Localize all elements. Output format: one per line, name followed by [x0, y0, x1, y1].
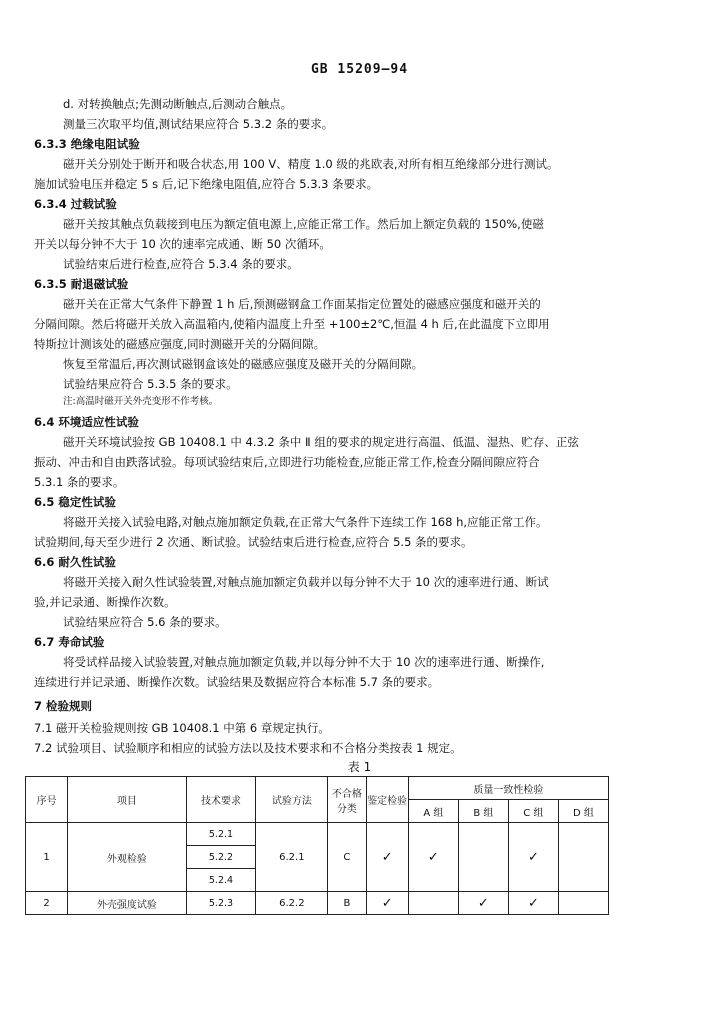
- cell-method: 6.2.1: [256, 823, 328, 892]
- cell-seq: 2: [26, 892, 68, 915]
- text-line: d. 对转换触点;先测动断触点,后测动合触点。: [63, 97, 293, 111]
- header-method: 试验方法: [256, 777, 328, 823]
- check-mark: [558, 892, 608, 915]
- header-appraisal: 鉴定检验: [366, 777, 408, 823]
- table-caption: 表 1: [347, 760, 372, 774]
- text-line: 恢复至常温后,再次测试磁钢盒该处的磁感应强度及磁开关的分隔间隙。: [63, 357, 424, 371]
- section-heading: 6.7 寿命试验: [34, 635, 105, 649]
- cell-item: 外观检验: [68, 823, 186, 892]
- check-mark: [408, 892, 458, 915]
- check-mark: ✓: [508, 823, 558, 892]
- text-line: 试验结束后进行检查,应符合 5.3.4 条的要求。: [63, 257, 299, 271]
- header-item: 项目: [68, 777, 186, 823]
- note-line: 注:高温时磁开关外壳变形不作考核。: [63, 396, 219, 407]
- text-line: 试验结果应符合 5.3.5 条的要求。: [63, 377, 238, 391]
- table-row: [26, 823, 609, 846]
- section-heading: 6.5 稳定性试验: [34, 495, 116, 509]
- cell-seq: 1: [26, 823, 68, 892]
- text-line: 测量三次取平均值,测试结果应符合 5.3.2 条的要求。: [63, 117, 334, 131]
- cell-requirement: 5.2.3: [186, 892, 256, 915]
- text-line: 验,并记录通、断操作次数。: [34, 595, 176, 609]
- text-line: 5.3.1 条的要求。: [34, 475, 125, 489]
- cell-requirement: 5.2.1: [186, 823, 256, 846]
- text-line: 磁开关在正常大气条件下静置 1 h 后,预测磁钢盒工作面某指定位置处的磁感应强度和磁开关的: [63, 297, 541, 311]
- text-line: 将受试样品接入试验装置,对触点施加额定负载,并以每分钟不大于 10 次的速率进行通、断操作,: [63, 655, 545, 669]
- cell-class: C: [328, 823, 366, 892]
- text-line: 连续进行并记录通、断操作次数。试验结果及数据应符合本标准 5.7 条的要求。: [34, 675, 440, 689]
- text-line: 振动、冲击和自由跌落试验。每项试验结束后,立即进行功能检查,应能正常工作,检查分隔间隙应符合: [34, 455, 540, 469]
- cell-method: 6.2.2: [256, 892, 328, 915]
- text-line: 特斯拉计测该处的磁感应强度,同时测磁开关的分隔间隙。: [34, 337, 326, 351]
- text-line: 试验结果应符合 5.6 条的要求。: [63, 615, 227, 629]
- text-line: 7.2 试验项目、试验顺序和相应的试验方法以及技术要求和不合格分类按表 1 规定。: [34, 741, 462, 755]
- text-line: 开关以每分钟不大于 10 次的速率完成通、断 50 次循环。: [34, 237, 331, 251]
- inspection-table: [25, 776, 609, 915]
- text-line: 7.1 磁开关检验规则按 GB 10408.1 中第 6 章规定执行。: [34, 721, 330, 735]
- text-line: 磁开关分别处于断开和吸合状态,用 100 V、精度 1.0 级的兆欧表,对所有相互绝缘部分进行测试。: [63, 157, 559, 171]
- cell-requirement: 5.2.4: [186, 869, 256, 892]
- text-line: 将磁开关接入耐久性试验装置,对触点施加额定负载并以每分钟不大于 10 次的速率进行通、断试: [63, 575, 549, 589]
- header-group-c: C 组: [508, 800, 558, 823]
- header-requirement: 技术要求: [186, 777, 256, 823]
- header-quality-conformance: 质量一致性检验: [408, 777, 608, 800]
- header-group-d: D 组: [558, 800, 608, 823]
- text-line: 磁开关按其触点负载接到电压为额定值电源上,应能正常工作。然后加上额定负载的 150%,使磁: [63, 217, 544, 231]
- check-mark: ✓: [508, 892, 558, 915]
- text-line: 磁开关环境试验按 GB 10408.1 中 4.3.2 条中 Ⅱ 组的要求的规定进行高温、低温、湿热、贮存、正弦: [63, 435, 579, 449]
- header-seq: 序号: [26, 777, 68, 823]
- standard-number-header: GB 15209—94: [310, 62, 409, 77]
- header-unqualified-class: 不合格分类: [328, 777, 366, 823]
- check-mark: ✓: [366, 892, 408, 915]
- cell-item: 外壳强度试验: [68, 892, 186, 915]
- chapter-heading: 7 检验规则: [34, 699, 93, 713]
- check-mark: ✓: [408, 823, 458, 892]
- header-group-b: B 组: [458, 800, 508, 823]
- header-group-a: A 组: [408, 800, 458, 823]
- cell-class: B: [328, 892, 366, 915]
- check-mark: ✓: [366, 823, 408, 892]
- check-mark: [458, 823, 508, 892]
- text-line: 施加试验电压并稳定 5 s 后,记下绝缘电阻值,应符合 5.3.3 条要求。: [34, 177, 379, 191]
- section-heading: 6.3.4 过载试验: [34, 197, 117, 211]
- section-heading: 6.4 环境适应性试验: [34, 415, 139, 429]
- text-line: 分隔间隙。然后将磁开关放入高温箱内,使箱内温度上升至 +100±2℃,恒温 4 h 后,在此温度下立即用: [34, 317, 550, 331]
- section-heading: 6.6 耐久性试验: [34, 555, 116, 569]
- table-row: [26, 892, 609, 915]
- text-line: 将磁开关接入试验电路,对触点施加额定负载,在正常大气条件下连续工作 168 h,应能正常工作。: [63, 515, 548, 529]
- section-heading: 6.3.3 绝缘电阻试验: [34, 137, 140, 151]
- section-heading: 6.3.5 耐退磁试验: [34, 277, 129, 291]
- cell-requirement: 5.2.2: [186, 846, 256, 869]
- check-mark: [558, 823, 608, 892]
- check-mark: ✓: [458, 892, 508, 915]
- text-line: 试验期间,每天至少进行 2 次通、断试验。试验结束后进行检查,应符合 5.5 条的要求。: [34, 535, 473, 549]
